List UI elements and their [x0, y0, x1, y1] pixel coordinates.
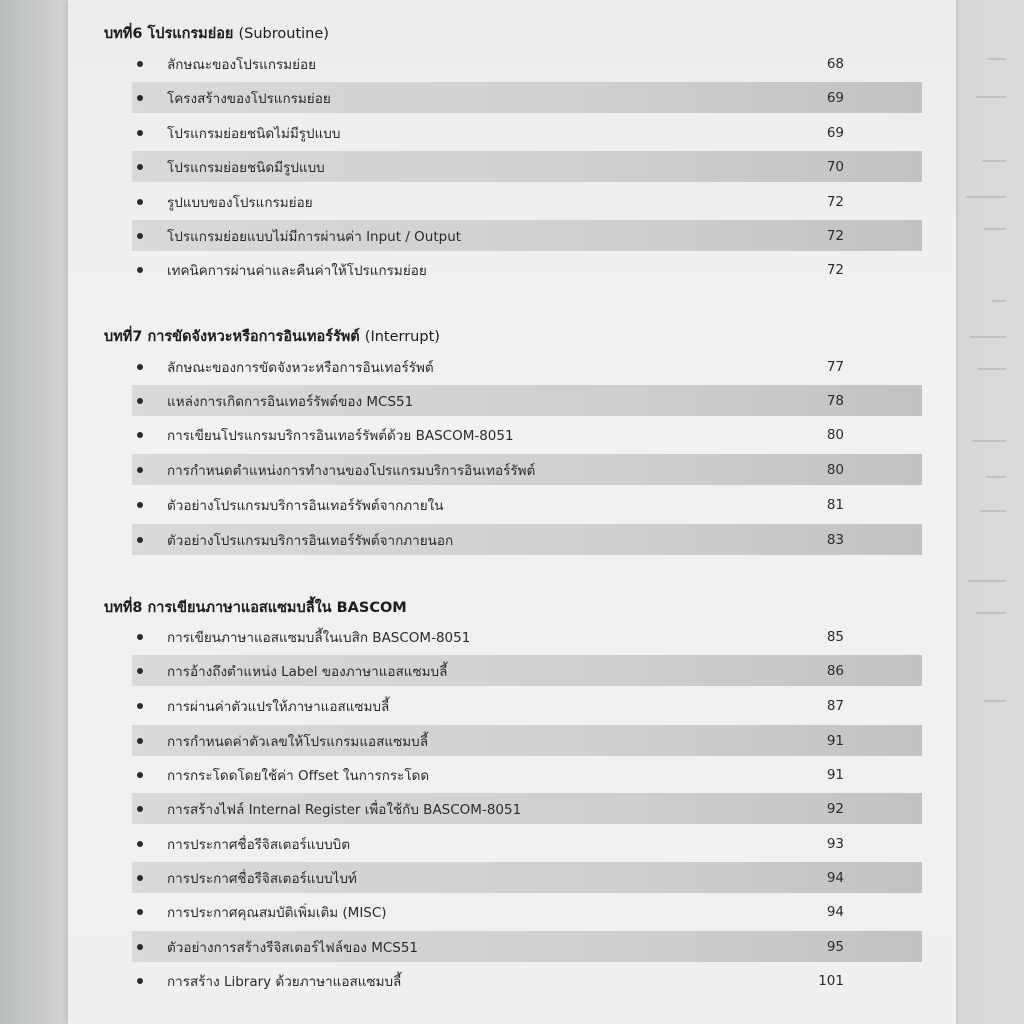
bullet-icon: [137, 130, 143, 136]
entry-title: การเขียนโปรแกรมบริการอินเทอร์รัพต์ด้วย BASCOM-8051: [167, 427, 514, 444]
bullet-icon: [137, 634, 143, 640]
page-number: 85: [826, 628, 844, 645]
entry-title: ตัวอย่างการสร้างรีจิสเตอร์ไฟล์ของ MCS51: [167, 939, 419, 956]
entry-title: โปรแกรมย่อยชนิดมีรูปแบบ: [167, 159, 325, 176]
toc-entry[interactable]: [132, 965, 922, 996]
entry-title: การผ่านค่าตัวแปรให้ภาษาแอสแซมบลี้: [167, 698, 390, 715]
bullet-icon: [137, 978, 143, 984]
page-number: 69: [826, 89, 844, 106]
entry-title: การกำหนดตำแหน่งการทำงานของโปรแกรมบริการอินเทอร์รัพต์: [167, 462, 536, 479]
bullet-icon: [137, 738, 143, 744]
bullet-icon: [137, 944, 143, 950]
page-number: 86: [826, 662, 844, 679]
chapter-heading: [104, 596, 407, 619]
entry-title: การเขียนภาษาแอสแซมบลี้ในเบสิก BASCOM-8051: [167, 629, 471, 646]
chapter-subtitle: (Subroutine): [238, 26, 329, 42]
page-number: 94: [826, 869, 844, 886]
bullet-icon: [137, 398, 143, 404]
page-number: 69: [826, 124, 844, 141]
bullet-icon: [137, 772, 143, 778]
entry-title: การกำหนดค่าตัวเลขให้โปรแกรมแอสแซมบลี้: [167, 733, 428, 750]
toc-entry[interactable]: [132, 151, 922, 182]
page-number: 92: [826, 800, 844, 817]
page-number: 77: [826, 358, 844, 375]
entry-title: เทคนิคการผ่านค่าและคืนค่าให้โปรแกรมย่อย: [167, 262, 427, 279]
bullet-icon: [137, 199, 143, 205]
toc-entry[interactable]: [132, 524, 922, 555]
chapter-title: บทที่7 การขัดจังหวะหรือการอินเทอร์รัพต์: [104, 329, 360, 345]
page-number: 72: [826, 261, 844, 278]
bullet-icon: [137, 95, 143, 101]
page-number: 81: [826, 496, 844, 513]
entry-title: การกระโดดโดยใช้ค่า Offset ในการกระโดด: [167, 767, 430, 784]
page-number: 72: [826, 193, 844, 210]
page-number: 78: [826, 392, 844, 409]
next-page-edge: [956, 0, 1024, 1024]
bullet-icon: [137, 61, 143, 67]
page-number: 95: [826, 938, 844, 955]
bullet-icon: [137, 467, 143, 473]
toc-entry[interactable]: [132, 351, 922, 382]
page-number: 91: [826, 766, 844, 783]
page-number: 70: [826, 158, 844, 175]
chapter-heading: [104, 325, 440, 348]
page-number: 94: [826, 903, 844, 920]
toc-entry[interactable]: [132, 725, 922, 756]
entry-title: การสร้าง Library ด้วยภาษาแอสแซมบลี้: [167, 973, 402, 990]
toc-entry[interactable]: [132, 896, 922, 927]
chapter-title: บทที่8 การเขียนภาษาแอสแซมบลี้ใน BASCOM: [104, 600, 407, 616]
entry-title: ตัวอย่างโปรแกรมบริการอินเทอร์รัพต์จากภายนอก: [167, 532, 454, 549]
page-number: 83: [826, 531, 844, 548]
bullet-icon: [137, 164, 143, 170]
bullet-icon: [137, 502, 143, 508]
toc-entry[interactable]: [132, 82, 922, 113]
entry-title: การประกาศคุณสมบัติเพิ่มเติม (MISC): [167, 904, 387, 921]
page-number: 80: [826, 426, 844, 443]
chapter-subtitle: (Interrupt): [364, 329, 440, 345]
entry-title: ลักษณะของโปรแกรมย่อย: [167, 56, 317, 73]
bullet-icon: [137, 875, 143, 881]
toc-entry[interactable]: [132, 117, 922, 148]
entry-title: การอ้างถึงตำแหน่ง Label ของภาษาแอสแซมบลี้: [167, 663, 448, 680]
toc-entry[interactable]: [132, 220, 922, 251]
entry-title: ตัวอย่างโปรแกรมบริการอินเทอร์รัพต์จากภายใน: [167, 497, 444, 514]
bullet-icon: [137, 233, 143, 239]
toc-entry[interactable]: [132, 931, 922, 962]
page-number: 91: [826, 732, 844, 749]
toc-entry[interactable]: [132, 489, 922, 520]
toc-entry[interactable]: [132, 419, 922, 450]
page-number: 80: [826, 461, 844, 478]
entry-title: โปรแกรมย่อยชนิดไม่มีรูปแบบ: [167, 125, 341, 142]
bullet-icon: [137, 909, 143, 915]
chapter-heading: [104, 22, 329, 45]
page-number: 87: [826, 697, 844, 714]
entry-title: การประกาศชื่อรีจิสเตอร์แบบบิต: [167, 836, 350, 853]
toc-entry[interactable]: [132, 454, 922, 485]
bullet-icon: [137, 364, 143, 370]
toc-entry[interactable]: [132, 793, 922, 824]
entry-title: การสร้างไฟล์ Internal Register เพื่อใช้กับ BASCOM-8051: [167, 801, 522, 818]
entry-title: โปรแกรมย่อยแบบไม่มีการผ่านค่า Input / Output: [167, 228, 462, 245]
toc-entry[interactable]: [132, 48, 922, 79]
bullet-icon: [137, 806, 143, 812]
entry-title: การประกาศชื่อรีจิสเตอร์แบบไบท์: [167, 870, 357, 887]
entry-title: โครงสร้างของโปรแกรมย่อย: [167, 90, 331, 107]
bullet-icon: [137, 537, 143, 543]
toc-entry[interactable]: [132, 655, 922, 686]
toc-entry[interactable]: [132, 828, 922, 859]
toc-entry[interactable]: [132, 759, 922, 790]
entry-title: ลักษณะของการขัดจังหวะหรือการอินเทอร์รัพต์: [167, 359, 434, 376]
toc-entry[interactable]: [132, 862, 922, 893]
page-number: 93: [826, 835, 844, 852]
toc-entry[interactable]: [132, 254, 922, 285]
bullet-icon: [137, 703, 143, 709]
toc-entry[interactable]: [132, 186, 922, 217]
toc-entry[interactable]: [132, 690, 922, 721]
toc-entry[interactable]: [132, 385, 922, 416]
bullet-icon: [137, 668, 143, 674]
bullet-icon: [137, 432, 143, 438]
entry-title: แหล่งการเกิดการอินเทอร์รัพต์ของ MCS51: [167, 393, 414, 410]
page-number: 101: [818, 972, 844, 989]
page-number: 72: [826, 227, 844, 244]
chapter-title: บทที่6 โปรแกรมย่อย: [104, 26, 234, 42]
toc-entry[interactable]: [132, 621, 922, 652]
bullet-icon: [137, 267, 143, 273]
page-number: 68: [826, 55, 844, 72]
bullet-icon: [137, 841, 143, 847]
entry-title: รูปแบบของโปรแกรมย่อย: [167, 194, 313, 211]
